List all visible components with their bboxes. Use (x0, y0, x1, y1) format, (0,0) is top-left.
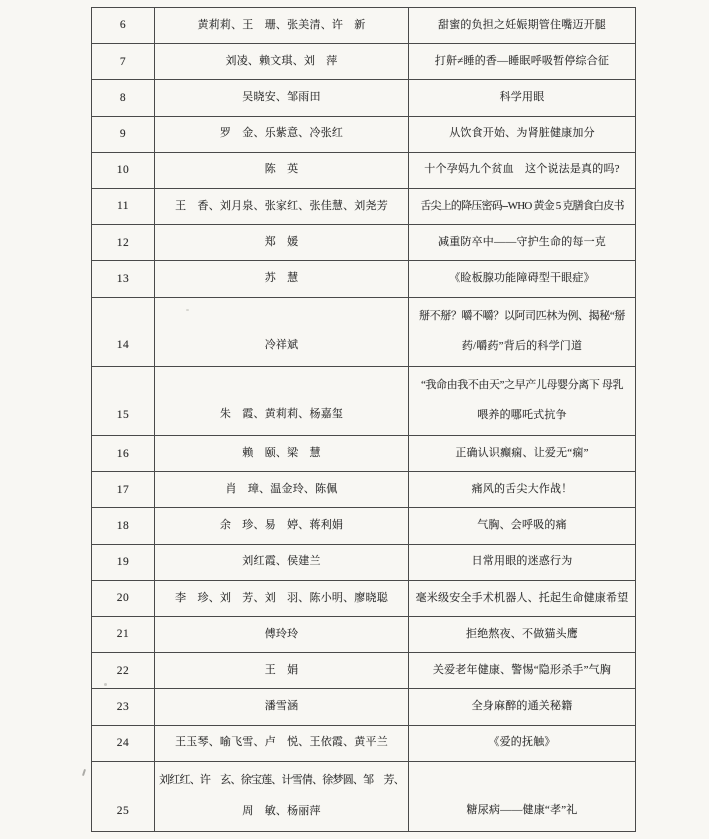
table-row (92, 726, 635, 762)
cell-text: 22 (116, 664, 130, 677)
title-cell (408, 508, 635, 543)
names-cell (154, 472, 408, 507)
table-row (92, 653, 635, 689)
cell-text: 20 (116, 592, 130, 605)
cell-text: 舌尖上的降压密码--WHO 黄金 5 克膳食白皮书 (420, 199, 624, 212)
table-row (92, 367, 635, 436)
names-cell (154, 225, 408, 260)
scan-artifact (82, 769, 86, 776)
names-cell (154, 367, 408, 435)
table-row (92, 508, 635, 544)
title-cell (408, 225, 635, 260)
cell-text: 毫米级安全手术机器人、托起生命健康希望 (415, 591, 629, 604)
cell-text: 全身麻醉的通关秘籍 (471, 700, 573, 713)
table-row (92, 298, 635, 367)
cell-text: 正确认识癫痫、让爱无“痫” (455, 446, 589, 459)
row-number-cell (92, 653, 154, 688)
row-number-cell (92, 762, 154, 831)
cell-text: 苏 慧 (264, 272, 299, 285)
cell-text: 黄莉莉、王 珊、张美清、许 新 (197, 18, 366, 31)
row-number-cell (92, 545, 154, 580)
title-cell (408, 153, 635, 188)
table-row (92, 80, 635, 116)
cell-text: 刘红霞、侯建兰 (242, 555, 321, 568)
table-row (92, 261, 635, 297)
cell-text: 陈 英 (264, 163, 299, 176)
row-number-cell (92, 508, 154, 543)
cell-text: 甜蜜的负担之妊娠期管住嘴迈开腿 (438, 18, 606, 31)
cell-text: 25 (116, 804, 130, 817)
cell-text: 10 (116, 164, 130, 177)
cell-text: 8 (119, 91, 127, 104)
cell-text: “我命由我不由天”之早产儿母婴分离下 母乳 (420, 378, 624, 391)
cell-text: 23 (116, 700, 130, 713)
cell-text: 吴晓安、邹雨田 (242, 91, 321, 104)
results-table (91, 7, 636, 832)
names-cell (154, 689, 408, 724)
cell-text: 痛风的舌尖大作战！ (471, 483, 573, 495)
names-cell (154, 508, 408, 543)
title-cell (408, 8, 635, 43)
cell-text: 肖 璋、温金玲、陈佩 (225, 483, 338, 495)
title-cell (408, 436, 635, 471)
cell-text: 18 (116, 519, 130, 532)
names-cell (154, 189, 408, 224)
table-row (92, 225, 635, 261)
cell-text: 潘雪涵 (264, 700, 299, 713)
table-row (92, 581, 635, 617)
table-row (92, 436, 635, 472)
cell-text: 掰不掰？嚼不嚼？以阿司匹林为例、揭秘“掰 (419, 309, 625, 322)
row-number-cell (92, 44, 154, 79)
names-cell (154, 436, 408, 471)
cell-text: 郑 媛 (264, 235, 299, 248)
row-number-cell (92, 117, 154, 152)
table-row (92, 8, 635, 44)
cell-text: 减重防卒中——守护生命的每一克 (438, 235, 606, 248)
cell-text: 王玉琴、喻飞雪、卢 悦、王依霞、黄平兰 (175, 736, 388, 749)
title-cell (408, 367, 635, 435)
table-row (92, 545, 635, 581)
cell-text: 拒绝熬夜、不做猫头鹰 (466, 627, 578, 640)
cell-text: 16 (116, 447, 130, 460)
names-cell (154, 153, 408, 188)
names-cell (154, 261, 408, 296)
cell-text: 24 (116, 737, 130, 749)
cell-text: 从饮食开始、为肾脏健康加分 (449, 127, 595, 140)
row-number-cell (92, 436, 154, 471)
cell-text: 9 (119, 127, 127, 140)
row-number-cell (92, 261, 154, 296)
scan-artifact (186, 309, 189, 311)
cell-text: 十个孕妈九个贫血 这个说法是真的吗? (424, 163, 620, 176)
table-row (92, 472, 635, 508)
table-row (92, 153, 635, 189)
cell-text: 王 娟 (264, 663, 299, 676)
cell-text: 傅玲玲 (264, 627, 299, 640)
cell-text: 13 (116, 272, 130, 285)
row-number-cell (92, 8, 154, 43)
row-number-cell (92, 726, 154, 761)
names-cell (154, 762, 408, 831)
names-cell (154, 8, 408, 43)
row-number-cell (92, 367, 154, 435)
names-cell (154, 726, 408, 761)
table-row (92, 117, 635, 153)
row-number-cell (92, 617, 154, 652)
table-row (92, 617, 635, 653)
cell-text: 17 (116, 483, 130, 496)
cell-text: 15 (116, 408, 130, 421)
cell-text: 日常用眼的迷惑行为 (471, 555, 573, 568)
title-cell (408, 472, 635, 507)
cell-text: 19 (116, 556, 130, 569)
names-cell (154, 617, 408, 652)
title-cell (408, 117, 635, 152)
names-cell (154, 117, 408, 152)
row-number-cell (92, 225, 154, 260)
row-number-cell (92, 581, 154, 616)
table-row (92, 44, 635, 80)
table-row (92, 189, 635, 225)
row-number-cell (92, 80, 154, 115)
cell-text: 11 (116, 200, 130, 213)
cell-text: 21 (116, 628, 130, 641)
cell-text: 12 (116, 236, 130, 249)
names-cell (154, 80, 408, 115)
cell-text: 14 (116, 339, 130, 352)
row-number-cell (92, 153, 154, 188)
cell-text: 《睑板腺功能障碍型干眼症》 (449, 272, 595, 285)
title-cell (408, 44, 635, 79)
cell-text: 冷祥斌 (264, 339, 299, 352)
cell-text: 赖 颐、梁 慧 (242, 446, 321, 459)
names-cell (154, 44, 408, 79)
cell-text: 药/嚼药”背后的科学门道 (461, 339, 583, 352)
cell-text: 喂养的哪吒式抗争 (477, 409, 567, 422)
title-cell (408, 653, 635, 688)
table-row (92, 689, 635, 725)
title-cell (408, 261, 635, 296)
names-cell (154, 581, 408, 616)
cell-text: 李 珍、刘 芳、刘 羽、陈小明、廖晓聪 (175, 591, 388, 604)
title-cell (408, 298, 635, 366)
cell-text: 科学用眼 (499, 91, 545, 104)
cell-text: 王 香、刘月泉、张家红、张佳慧、刘尧芳 (175, 199, 388, 212)
row-number-cell (92, 472, 154, 507)
names-cell (154, 653, 408, 688)
cell-text: 罗 金、乐紫意、冷张红 (219, 127, 344, 140)
title-cell (408, 80, 635, 115)
cell-text: 《爱的抚触》 (488, 736, 556, 749)
cell-text: 气胸、会呼吸的痛 (477, 519, 567, 532)
cell-text: 7 (119, 55, 127, 68)
cell-text: 关爱老年健康、警惕“隐形杀手”气胸 (432, 663, 612, 676)
row-number-cell (92, 689, 154, 724)
title-cell (408, 617, 635, 652)
title-cell (408, 726, 635, 761)
cell-text: 刘凌、赖文琪、刘 萍 (225, 54, 338, 67)
title-cell (408, 545, 635, 580)
title-cell (408, 689, 635, 724)
cell-text: 余 珍、易 婷、蒋利娟 (219, 519, 344, 532)
cell-text: 刘红红、许 玄、徐宝莲、计雪倩、徐梦圆、邹 芳、 (159, 774, 404, 787)
cell-text: 糖尿病——健康“孝”礼 (466, 804, 578, 817)
scan-artifact (104, 683, 107, 686)
cell-text: 周 敏、杨丽萍 (242, 804, 321, 817)
title-cell (408, 189, 635, 224)
cell-text: 朱 霞、黄莉莉、杨嘉玺 (219, 408, 344, 421)
row-number-cell (92, 298, 154, 366)
title-cell (408, 581, 635, 616)
names-cell (154, 298, 408, 366)
cell-text: 打鼾≠睡的香—睡眠呼吸暂停综合征 (434, 54, 610, 67)
row-number-cell (92, 189, 154, 224)
cell-text: 6 (119, 19, 127, 32)
names-cell (154, 545, 408, 580)
title-cell (408, 762, 635, 831)
table-row (92, 762, 635, 831)
